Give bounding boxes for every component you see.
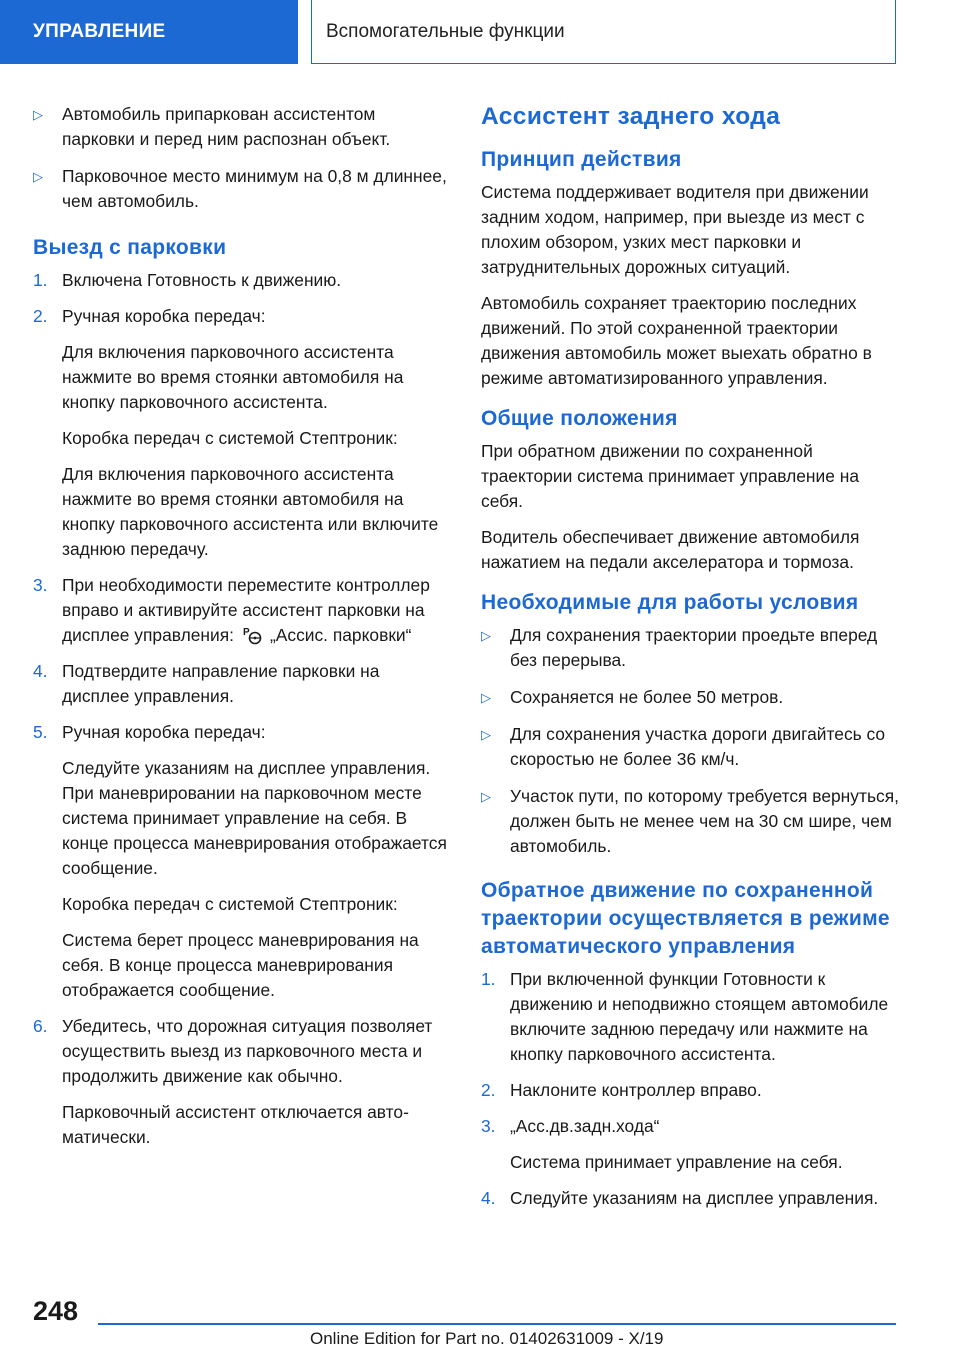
- paragraph: Система поддерживает водителя при движении задним ходом, например, при выезде из мест с плохим обзором, узких мест парковки и затруднительных дорожных ситуаций.: [481, 182, 869, 277]
- step-paragraph: Система берет процесс маневрирования на себя. В конце процесса маневрирования отображается сообщение.: [62, 930, 419, 1000]
- triangle-right-icon: ▷: [481, 789, 491, 804]
- triangle-right-icon: ▷: [481, 628, 491, 643]
- right-column: [481, 102, 899, 1222]
- step-paragraph: Коробка передач с системой Стептроник:: [62, 894, 398, 914]
- step-item: 6. Убедитесь, что дорожная ситуация позволяет осуществить выезд из парковочного места и продолжить движение как обычно.: [33, 1016, 433, 1086]
- section-heading-reverse: Обратное движение по сохраненной траектории осуществляется в режиме автоматического управления: [481, 879, 890, 958]
- footer-edition: Online Edition for Part no. 01402631009 - X/19: [310, 1329, 664, 1348]
- paragraph: При обратном движении по сохраненной траектории система принимает управление на себя.: [481, 441, 860, 511]
- step-paragraph: Парковочный ассистент отключается автоматически.: [62, 1102, 409, 1147]
- step-paragraph: Для включения парковочного ассистента нажмите во время стоянки автомобиля на кнопку парковочного ассистента или включите заднюю передачу.: [62, 464, 439, 559]
- list-item: ▷ Сохраняется не более 50 метров.: [481, 685, 899, 710]
- step-item: 3. При необходимости переместите контроллер вправо и активируйте ассистент парковки на дисплее управления: P „Ассис. парковки“: [33, 575, 430, 645]
- step-paragraph: Следуйте указаниям на дисплее управления. При маневрировании на парковочном месте система принимает управление на себя. В конце процесса маневрирования отображается сообщение.: [62, 758, 447, 878]
- chapter-tab[interactable]: УПРАВЛЕНИЕ: [0, 0, 298, 64]
- section-heading-general: Общие положения: [481, 407, 678, 430]
- list-item: ▷ Участок пути, по которому требуется вернуться, должен быть не менее чем на 30 см шире, чем автомобиль.: [481, 786, 899, 856]
- list-item: ▷ Парковочное место минимум на 0,8 м длиннее, чем автомобиль.: [33, 166, 447, 211]
- triangle-right-icon: ▷: [481, 727, 491, 742]
- triangle-right-icon: ▷: [33, 107, 43, 122]
- list-item: ▷ Для сохранения участка дороги двигайтесь со скоростью не более 36 км/ч.: [481, 724, 886, 769]
- section-heading-principle: Принцип действия: [481, 148, 682, 171]
- step-item: 2. Ручная коробка передач:: [33, 306, 266, 326]
- step-item: 4. Следуйте указаниям на дисплее управления.: [481, 1188, 879, 1208]
- footer-divider: [98, 1323, 896, 1325]
- parking-assistant-icon: [242, 625, 264, 645]
- step-paragraph: Коробка передач с системой Стептроник:: [62, 428, 398, 448]
- step-paragraph: Для включения парковочного ассистента нажмите во время стоянки автомобиля на кнопку парковочного ассистента.: [62, 342, 404, 412]
- section-title: Вспомогательные функции: [311, 0, 896, 64]
- step-item: 5. Ручная коробка передач:: [33, 722, 266, 742]
- section-heading-exit: Выезд с парковки: [33, 236, 227, 259]
- step-item: 1. Включена Готовность к движению.: [33, 270, 342, 290]
- paragraph: Автомобиль сохраняет траекторию последних движений. По этой сохраненной траектории движения автомобиль может выехать обратно в режиме автоматизированного управления.: [481, 293, 872, 388]
- paragraph: Водитель обеспечивает движение автомобиля нажатием на педали акселератора и тормоза.: [481, 527, 860, 572]
- step-paragraph: Система принимает управление на себя.: [510, 1152, 843, 1172]
- triangle-right-icon: ▷: [481, 690, 491, 705]
- left-column: [33, 102, 451, 1161]
- page-title: Ассистент заднего хода: [481, 103, 781, 130]
- step-item: 3. „Асс.дв.задн.хода“: [481, 1116, 660, 1136]
- svg-text:P: P: [242, 627, 250, 638]
- section-heading-conditions: Необходимые для работы условия: [481, 591, 859, 614]
- list-item: ▷ Автомобиль припаркован ассистентом парковки и перед ним распознан объект.: [33, 104, 391, 149]
- step-item: 4. Подтвердите направление парковки на дисплее управления.: [33, 661, 380, 706]
- list-item: ▷ Для сохранения траектории проедьте вперед без перерыва.: [481, 625, 878, 670]
- triangle-right-icon: ▷: [33, 169, 43, 184]
- step-item: 1. При включенной функции Готовности к движению и неподвижно стоящем автомобиле включите заднюю передачу или нажмите на кнопку парковочного ассистента.: [481, 969, 889, 1064]
- step-item: 2. Наклоните контроллер вправо.: [481, 1080, 762, 1100]
- page-number: 248: [33, 1296, 79, 1326]
